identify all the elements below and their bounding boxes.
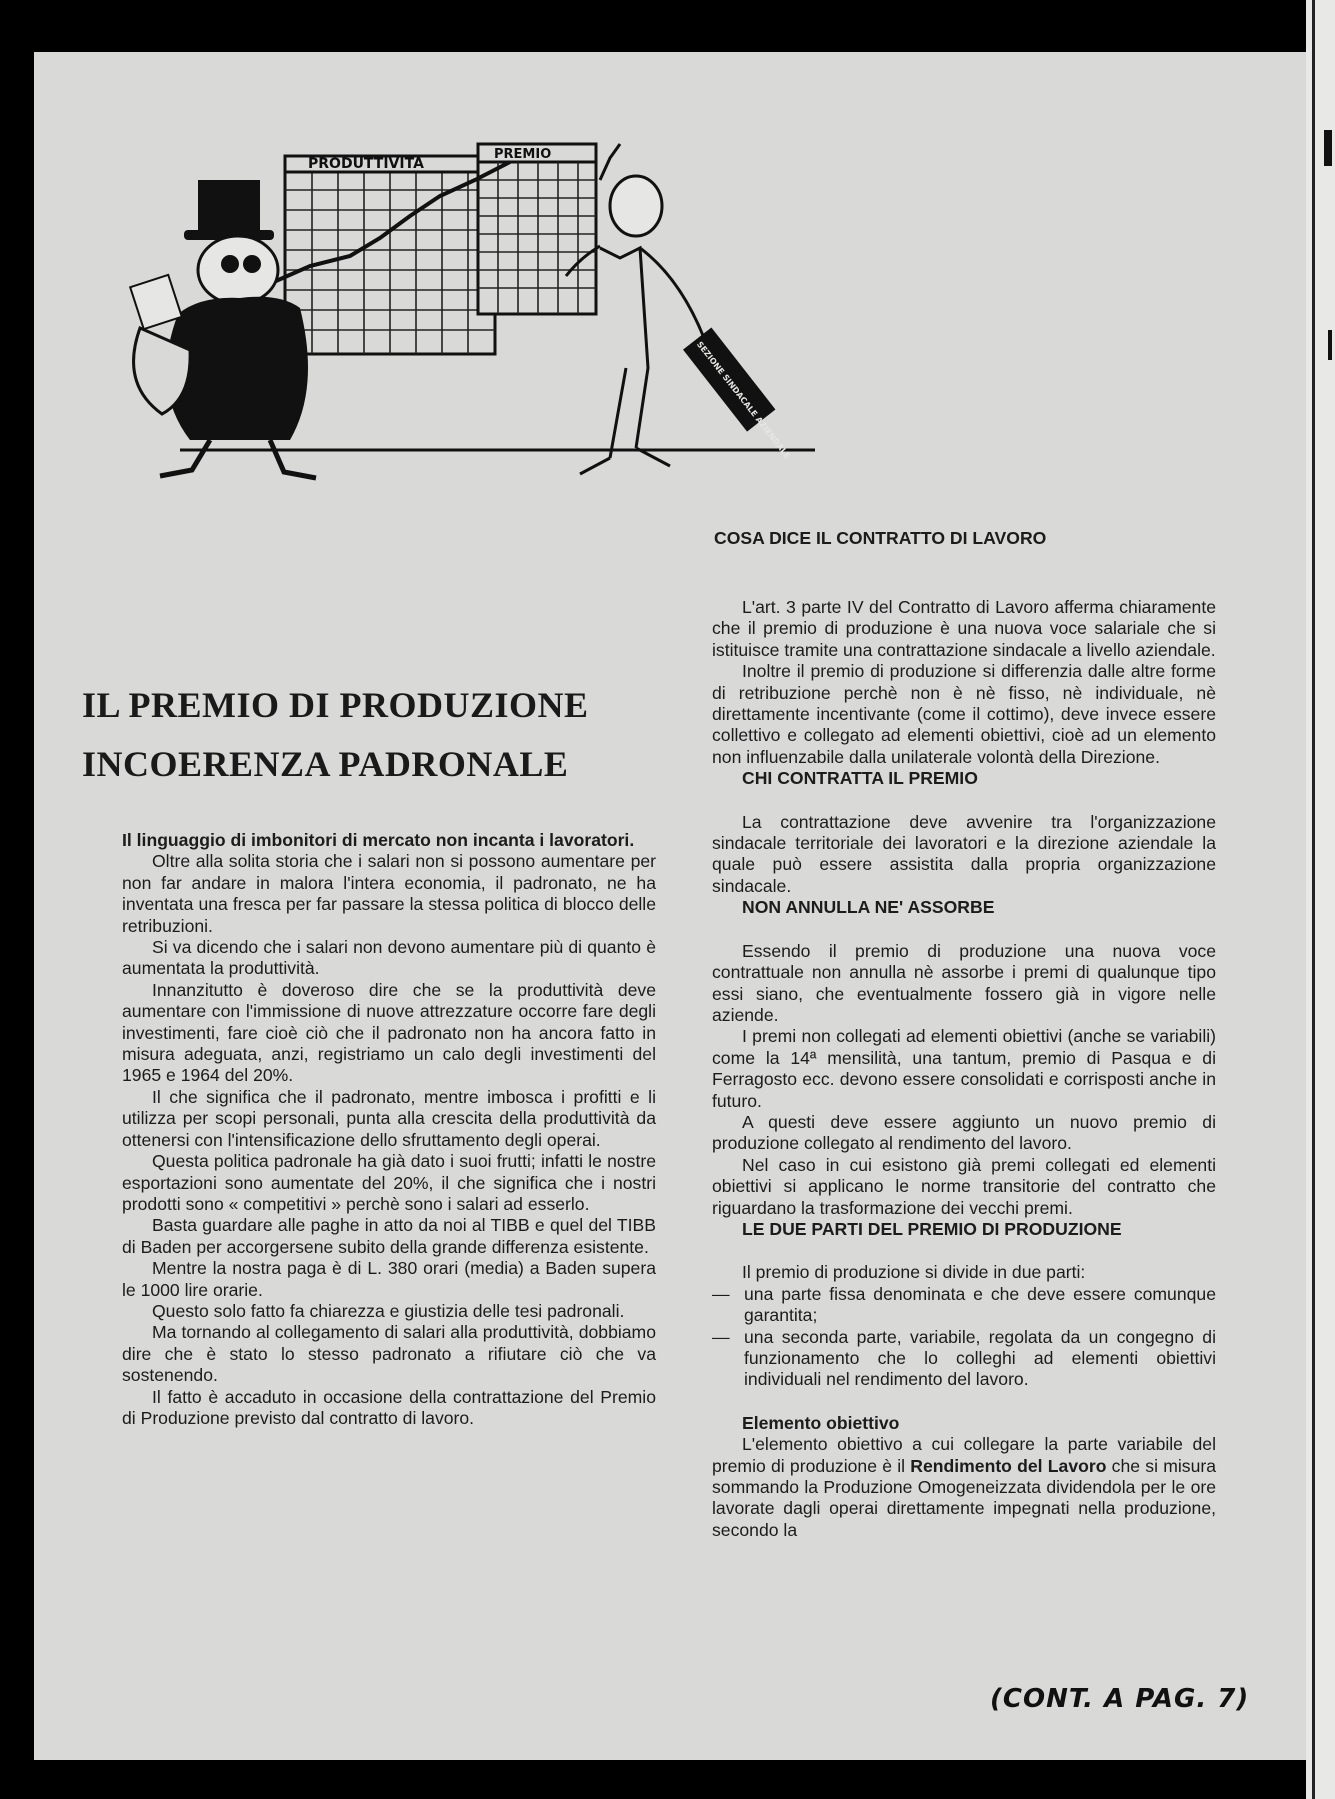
bold-text-run: Rendimento del Lavoro [910, 1455, 1107, 1476]
paragraph: Basta guardare alle paghe in atto da noi al TIBB e quel del TIBB di Baden per accorgersene subito della grande differenza esistente. [122, 1215, 656, 1257]
list-item-text: una seconda parte, variabile, regolata da un congegno di funzionamento che lo colleghi ad elementi obiettivi individuali nel rendimento del lavoro. [744, 1326, 1216, 1390]
paragraph: Si va dicendo che i salari non devono aumentare più di quanto è aumentata la produttività. [122, 937, 656, 979]
headline-line-2: INCOERENZA PADRONALE [82, 744, 569, 784]
section-heading: LE DUE PARTI DEL PREMIO DI PRODUZIONE [742, 1218, 1122, 1239]
paragraph: Questo solo fatto fa chiarezza e giustizia delle tesi padronali. [152, 1300, 625, 1321]
paragraph: A questi deve essere aggiunto un nuovo premio di produzione collegato al rendimento del lavoro. [712, 1111, 1216, 1154]
paragraph: Il premio di produzione si divide in due parti: [742, 1262, 1086, 1283]
subsection-heading: Elemento obiettivo [742, 1412, 900, 1433]
headline-line-1: IL PREMIO DI PRODUZIONE [82, 685, 589, 725]
left-column [122, 830, 656, 1429]
chart-title-label: PRODUTTIVITÀ [308, 156, 424, 172]
paragraph: Innanzitutto è doveroso dire che se la produttività deve aumentare con l'immissione di nuove attrezzature occorre fare degli investimenti, fare cioè ciò che il padronato non ha ancora fatto in misura adeguata, anzi, registriamo un calo degli investimenti del 1965 e 1964 del 20%. [122, 979, 656, 1086]
paragraph: Inoltre il premio di produzione si differenzia dalle altre forme di retribuzione perchè non è nè fisso, nè individuale, nè direttamente incentivante (come il cottimo), deve invece essere collettivo e collegato ad elementi obiettivi, cioè ad un elemento non influenzabile dalla unilaterale volontà della Direzione. [712, 661, 1216, 767]
boss-figure [130, 180, 316, 478]
paragraph: Il fatto è accaduto in occasione della contrattazione del Premio di Produzione previsto dal contratto di lavoro. [122, 1386, 656, 1428]
paragraph: I premi non collegati ad elementi obiettivi (anche se variabili) come la 14ª mensilità, una tantum, premio di Pasqua e di Ferragosto ecc. devono essere consolidati e corrisposti anche in futuro. [712, 1026, 1216, 1111]
paragraph [712, 1434, 1216, 1541]
paragraph: Ma tornando al collegamento di salari alla produttività, dobbiamo dire che è stato lo stesso padronato a rifiutare ciò che va sostenendo. [122, 1322, 656, 1386]
dash-bullet: — [712, 1283, 730, 1304]
text-run: L'elemento obiettivo a cui collegare la parte variabile del premio di produzione è il [712, 1434, 1216, 1476]
list-item [712, 1284, 1216, 1327]
dash-bullet: — [712, 1326, 730, 1347]
paragraph: L'art. 3 parte IV del Contratto di Lavoro afferma chiaramente che il premio di produzione è una nuova voce salariale che si istituisce tramite una contrattazione sindacale a livello aziendale. [712, 597, 1216, 660]
next-page-edge [1306, 0, 1335, 1799]
paragraph: La contrattazione deve avvenire tra l'organizzazione sindacale territoriale dei lavoratori e la direzione aziendale la quale può essere assistita dalla propria organizzazione sindacale. [712, 811, 1216, 896]
paragraph: Oltre alla solita storia che i salari non si possono aumentare per non far andare in malora l'intera economia, il padronato, ne ha inventata una fresca per far passare la stessa politica di blocco delle retribuzioni. [122, 851, 656, 936]
lead-paragraph: Il linguaggio di imbonitori di mercato non incanta i lavoratori. [122, 830, 635, 850]
premio-label: PREMIO [494, 147, 552, 162]
paragraph: Questa politica padronale ha già dato i suoi frutti; infatti le nostre esportazioni sono aumentate del 20%, il che significa che i nostri prodotti sono « competitivi » perchè sono i salari ad esserlo. [122, 1151, 656, 1214]
section-heading: CHI CONTRATTA IL PREMIO [742, 768, 978, 789]
continuation-note: (CONT. A PAG. 7) [990, 1684, 1250, 1714]
right-column [712, 597, 1216, 1541]
paragraph: Mentre la nostra paga è di L. 380 orari (media) a Baden supera le 1000 lire orarie. [122, 1258, 656, 1300]
section-heading: NON ANNULLA NE' ASSORBE [742, 897, 995, 918]
cartoon-illustration [80, 88, 840, 508]
paragraph: Essendo il premio di produzione una nuova voce contrattuale non annulla nè assorbe i premi di qualunque tipo essi siano, che eventualmente fossero già in vigore nelle aziende. [712, 940, 1216, 1025]
article-headline [82, 676, 589, 794]
list-item-text: una parte fissa denominata e che deve essere comunque garantita; [744, 1283, 1216, 1326]
paragraph: Il che significa che il padronato, mentre imbosca i profitti e li utilizza per scopi personali, punta alla crescita della produttività da ottenersi con l'intensificazione dello sfruttamento degli operai. [122, 1086, 656, 1150]
section-heading: COSA DICE IL CONTRATTO DI LAVORO [714, 528, 1047, 548]
folder-label: SEZIONE SINDACALE AZIENDALE [694, 339, 792, 461]
list-item [712, 1327, 1216, 1391]
paragraph: Nel caso in cui esistono già premi collegati ed elementi obiettivi si applicano le norme transitorie del contratto che riguardano la trasformazione dei vecchi premi. [712, 1154, 1216, 1218]
text-run: che si misura sommando la Produzione Omogeneizzata dividendola per le ore lavorate dagli operai direttamente impegnati nella produzione, secondo la [712, 1455, 1216, 1540]
